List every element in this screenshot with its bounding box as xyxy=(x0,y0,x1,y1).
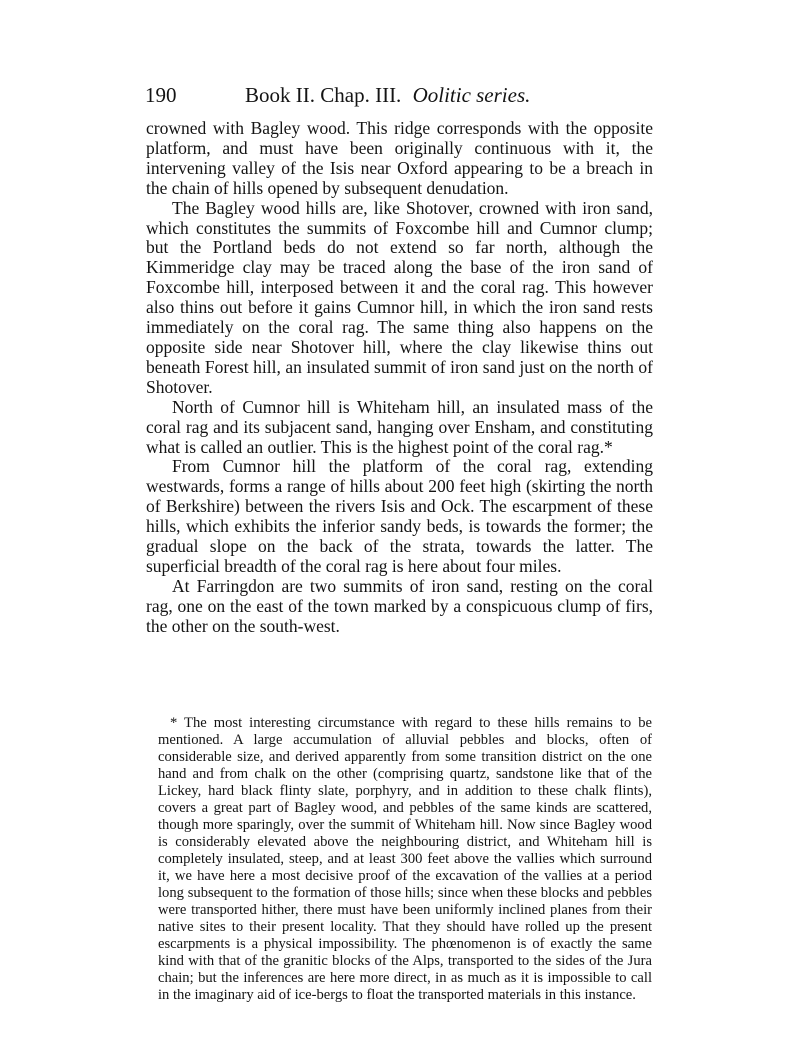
paragraph: The Bagley wood hills are, like Shotover, crowned with iron sand, which constitutes the summits of Foxcombe hill and Cumnor clump; but the Portland beds do not extend so far north, although the Kimmeridge clay may be traced along the base of the iron sand of Foxcombe hill, interposed between it and the coral rag. This however also thins out before it gains Cumnor hill, in which the iron sand rests immediately on the coral rag. The same thing also happens on the opposite side near Shotover hill, where the clay likewise thins out beneath Forest hill, an insulated summit of iron sand just on the north of Shotover. xyxy=(146,197,653,397)
body-text xyxy=(146,119,653,637)
chapter-label: Chap. III. xyxy=(320,83,402,107)
paragraph: At Farringdon are two summits of iron sand, resting on the coral rag, one on the east of the town marked by a conspicuous clump of firs, the other on the south-west. xyxy=(146,575,653,636)
paragraph: From Cumnor hill the platform of the coral rag, extending westwards, forms a range of hills about 200 feet high (skirting the north of Berkshire) between the rivers Isis and Ock. The escarpment of these hills, which exhibits the inferior sandy beds, is towards the former; the gradual slope on the back of the strata, towards the latter. The superficial breadth of the coral rag is here about four miles. xyxy=(146,456,653,576)
page-number: 190 xyxy=(145,83,177,107)
footnote-text: * The most interesting circumstance with regard to these hills remains to be mentioned. A large accumulation of alluvial pebbles and blocks, often of considerable size, and derived apparently from some transition district on the one hand and from chalk on the other (comprising quartz, sandstone like that of the Lickey, hard black flinty slate, porphyry, and in addition to these chalk flints), covers a great part of Bagley wood, and pebbles of the same kinds are scattered, though more sparingly, over the summit of Whiteham hill. Now since Bagley wood is considerably elevated above the neighbouring district, and Whiteham hill is completely insulated, steep, and at least 300 feet above the vallies which surround it, we have here a most decisive proof of the excavation of the vallies at a period long subsequent to the formation of those hills; since when these blocks and pebbles were transported hither, there must have been uniformly inclined planes from their native sites to their present locality. That they should have rolled up the present escarpments is a physical impossibility. The phœnomenon is of exactly the same kind with that of the granitic blocks of the Alps, transported to the sides of the Jura chain; but the inferences are here more direct, in as much as it is impossible to call in the imaginary aid of ice-bergs to float the transported materials in this instance. xyxy=(158,715,652,1003)
page-header xyxy=(145,80,655,110)
series-title: Oolitic series. xyxy=(412,83,531,107)
paragraph: crowned with Bagley wood. This ridge corresponds with the opposite platform, and must have been originally continuous with it, the intervening valley of the Isis near Oxford appearing to be a breach in the chain of hills opened by subsequent denudation. xyxy=(146,118,653,198)
paragraph: North of Cumnor hill is Whiteham hill, an insulated mass of the coral rag and its subjacent sand, hanging over Ensham, and constituting what is called an outlier. This is the highest point of the coral rag.* xyxy=(146,396,653,457)
footnote xyxy=(158,715,652,1004)
running-head xyxy=(245,80,530,110)
book-label: Book II. xyxy=(245,83,315,107)
